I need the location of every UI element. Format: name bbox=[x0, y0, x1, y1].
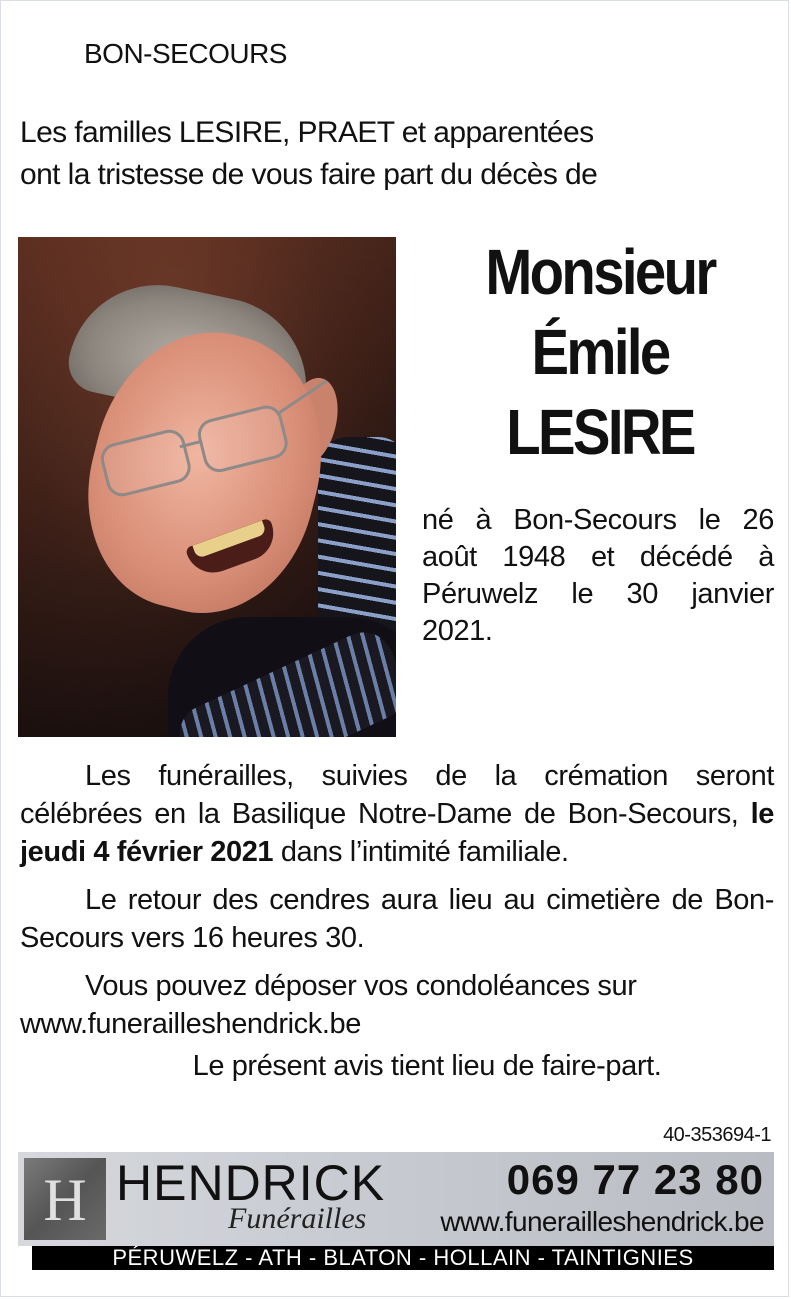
funeral-home-subtitle: Funérailles bbox=[228, 1202, 367, 1235]
birth-death-text: né à Bon-Secours le 26 août 1948 et décédé à Péruwelz le 30 janvier 2021. bbox=[422, 504, 774, 647]
funeral-home-locations: PÉRUWELZ - ATH - BLATON - HOLLAIN - TAINTIGNIES bbox=[32, 1246, 774, 1270]
logo-letter: H bbox=[43, 1167, 87, 1233]
condolences-link[interactable]: www.funerailleshendrick.be bbox=[20, 1008, 361, 1040]
funeral-home-name: HENDRICK bbox=[116, 1155, 386, 1211]
announcement-body bbox=[20, 757, 774, 1095]
intro-line-2: ont la tristesse de vous faire part du décès de bbox=[20, 158, 598, 191]
deceased-first-name: Émile bbox=[531, 316, 669, 388]
intro-line-1: Les familles LESIRE, PRAET et apparentées bbox=[20, 116, 594, 149]
ashes-paragraph: Le retour des cendres aura lieu au cimetière de Bon-Secours vers 16 heures 30. bbox=[20, 884, 774, 954]
condolences-paragraph: Vous pouvez déposer vos condoléances sur www.funerailleshendrick.be bbox=[20, 967, 774, 1043]
deceased-last-name: LESIRE bbox=[506, 396, 694, 468]
funeral-home-phone: 069 77 23 80 bbox=[506, 1156, 764, 1203]
funeral-home-logo bbox=[24, 1158, 106, 1240]
reference-number: 40-353694-1 bbox=[663, 1124, 771, 1146]
funeral-home-website[interactable]: www.funerailleshendrick.be bbox=[440, 1206, 764, 1237]
intro-text bbox=[20, 112, 760, 196]
deceased-title: Monsieur bbox=[485, 236, 715, 308]
notice-paragraph: Le présent avis tient lieu de faire-part. bbox=[192, 1050, 662, 1082]
funeral-date: le jeudi 4 février 2021 bbox=[20, 798, 774, 868]
portrait-photo bbox=[18, 237, 396, 737]
deceased-name-block bbox=[450, 232, 749, 472]
funeral-home-banner bbox=[18, 1152, 774, 1246]
location-heading: BON-SECOURS bbox=[84, 38, 287, 69]
funeral-paragraph: Les funérailles, suivies de la crémation seront célébrées en la Basilique Notre-Dame de Bon-Secours, le jeudi 4 février 2021 dans l’intimité familiale. bbox=[20, 760, 774, 868]
